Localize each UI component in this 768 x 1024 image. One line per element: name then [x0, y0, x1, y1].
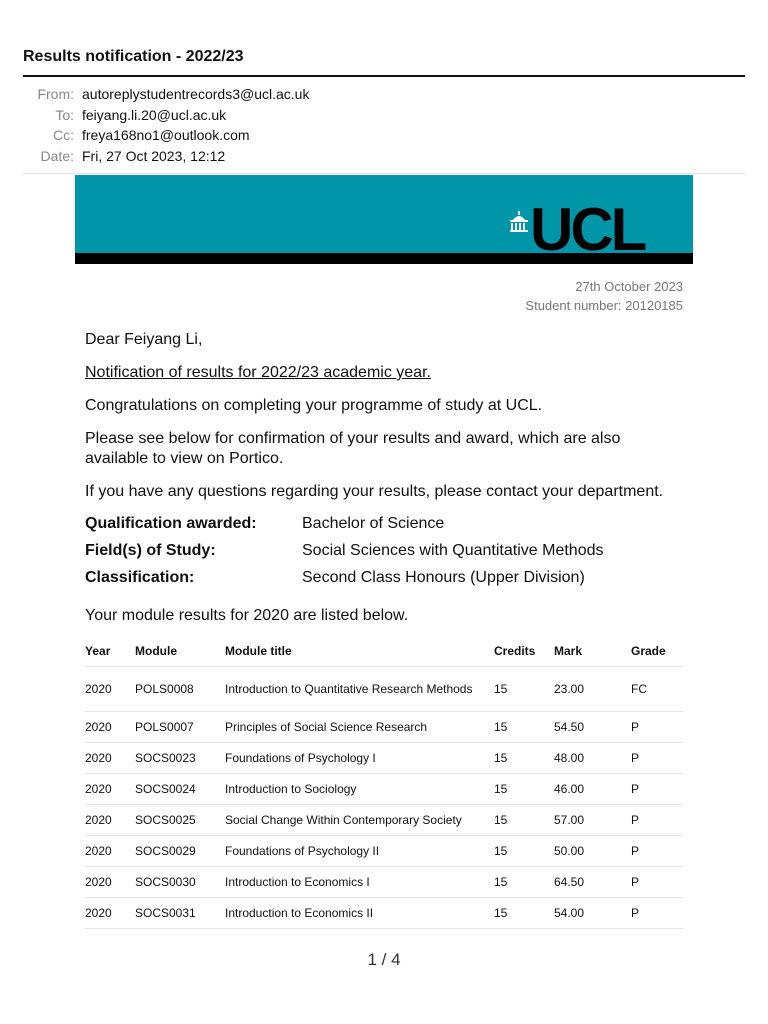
cell-year: 2020 — [85, 867, 135, 898]
header-from-key: From: — [37, 86, 74, 102]
detail-label: Classification: — [85, 569, 195, 586]
header-date-key: Date: — [40, 148, 74, 164]
header-cc-value[interactable]: freya168no1@outlook.com — [82, 127, 250, 143]
cell-title: Foundations of Psychology I — [225, 743, 494, 774]
header-from — [20, 86, 320, 102]
ucl-logo: UCL — [530, 196, 645, 263]
cell-grade: P — [631, 743, 683, 774]
cell-year: 2020 — [85, 898, 135, 929]
cell-mark: 23.00 — [554, 667, 631, 712]
header-date-value: Fri, 27 Oct 2023, 12:12 — [82, 148, 226, 164]
table-row — [85, 805, 683, 836]
cell-mark: 54.00 — [554, 898, 631, 929]
subject-divider — [23, 75, 745, 77]
detail-label: Qualification awarded: — [85, 515, 257, 532]
cell-year: 2020 — [85, 805, 135, 836]
cell-grade: P — [631, 867, 683, 898]
column-header-credits: Credits — [494, 636, 554, 667]
cell-credits: 15 — [494, 774, 554, 805]
header-to-value[interactable]: feiyang.li.20@ucl.ac.uk — [82, 107, 227, 123]
cell-title: Social Change Within Contemporary Society — [225, 805, 494, 836]
header-date — [20, 148, 320, 164]
table-row — [85, 836, 683, 867]
cell-year: 2020 — [85, 743, 135, 774]
notification-heading-text: Notification of results for 2022/23 academic year. — [85, 364, 431, 381]
cell-module: SOCS0025 — [135, 805, 225, 836]
detail-value: Bachelor of Science — [302, 515, 445, 532]
detail-label: Field(s) of Study: — [85, 542, 216, 559]
header-to — [20, 107, 320, 123]
cell-mark: 48.00 — [554, 743, 631, 774]
header-to-key: To: — [55, 107, 74, 123]
page-indicator: 1 / 4 — [367, 950, 401, 969]
cell-credits: 15 — [494, 712, 554, 743]
header-cc — [20, 127, 320, 143]
column-header-year: Year — [85, 636, 135, 667]
cell-year: 2020 — [85, 836, 135, 867]
cell-title: Introduction to Quantitative Research Methods — [225, 667, 494, 712]
cell-title: Foundations of Psychology II — [225, 836, 494, 867]
header-divider — [23, 173, 745, 174]
portico-icon — [509, 211, 529, 233]
header-cc-key: Cc: — [53, 127, 74, 143]
cell-grade: P — [631, 774, 683, 805]
cell-mark: 57.00 — [554, 805, 631, 836]
salutation: Dear Feiyang Li, — [85, 331, 203, 348]
module-results-table — [85, 636, 683, 929]
cell-title: Principles of Social Science Research — [225, 712, 494, 743]
notification-heading — [85, 363, 685, 383]
cell-credits: 15 — [494, 867, 554, 898]
column-header-title: Module title — [225, 636, 494, 667]
cell-mark: 50.00 — [554, 836, 631, 867]
cell-credits: 15 — [494, 667, 554, 712]
student-number: Student number: 20120185 — [525, 298, 683, 313]
cell-mark: 46.00 — [554, 774, 631, 805]
table-row — [85, 712, 683, 743]
header-from-value[interactable]: autoreplystudentrecords3@ucl.ac.uk — [82, 86, 310, 102]
email-subject: Results notification - 2022/23 — [23, 48, 244, 65]
cell-grade: P — [631, 898, 683, 929]
cell-credits: 15 — [494, 898, 554, 929]
cell-module: POLS0008 — [135, 667, 225, 712]
cell-credits: 15 — [494, 836, 554, 867]
table-row — [85, 898, 683, 929]
column-header-mark: Mark — [554, 636, 631, 667]
cell-mark: 64.50 — [554, 867, 631, 898]
cell-title: Introduction to Sociology — [225, 774, 494, 805]
cell-year: 2020 — [85, 667, 135, 712]
congrats-paragraph: Congratulations on completing your programme of study at UCL. — [85, 397, 543, 414]
cell-grade: FC — [631, 667, 683, 712]
table-row — [85, 743, 683, 774]
cell-year: 2020 — [85, 774, 135, 805]
table-row — [85, 867, 683, 898]
detail-value: Social Sciences with Quantitative Methods — [302, 542, 604, 559]
table-row — [85, 667, 683, 712]
cell-title: Introduction to Economics I — [225, 867, 494, 898]
table-header-row — [85, 636, 683, 667]
cell-module: SOCS0029 — [135, 836, 225, 867]
modules-intro: Your module results for 2020 are listed below. — [85, 607, 409, 624]
cell-module: SOCS0030 — [135, 867, 225, 898]
cell-year: 2020 — [85, 712, 135, 743]
see-below-paragraph: Please see below for confirmation of your results and award, which are also available to view on Portico. — [85, 430, 621, 467]
cell-module: POLS0007 — [135, 712, 225, 743]
cell-credits: 15 — [494, 743, 554, 774]
table-row — [85, 774, 683, 805]
cell-grade: P — [631, 805, 683, 836]
cell-grade: P — [631, 836, 683, 867]
cell-module: SOCS0023 — [135, 743, 225, 774]
cell-credits: 15 — [494, 805, 554, 836]
cell-module: SOCS0024 — [135, 774, 225, 805]
cell-mark: 54.50 — [554, 712, 631, 743]
cell-title: Introduction to Economics II — [225, 898, 494, 929]
column-header-module: Module — [135, 636, 225, 667]
cell-grade: P — [631, 712, 683, 743]
questions-paragraph: If you have any questions regarding your results, please contact your department. — [85, 483, 664, 500]
column-header-grade: Grade — [631, 636, 683, 667]
letter-date: 27th October 2023 — [575, 279, 683, 294]
detail-value: Second Class Honours (Upper Division) — [302, 569, 585, 586]
cell-module: SOCS0031 — [135, 898, 225, 929]
